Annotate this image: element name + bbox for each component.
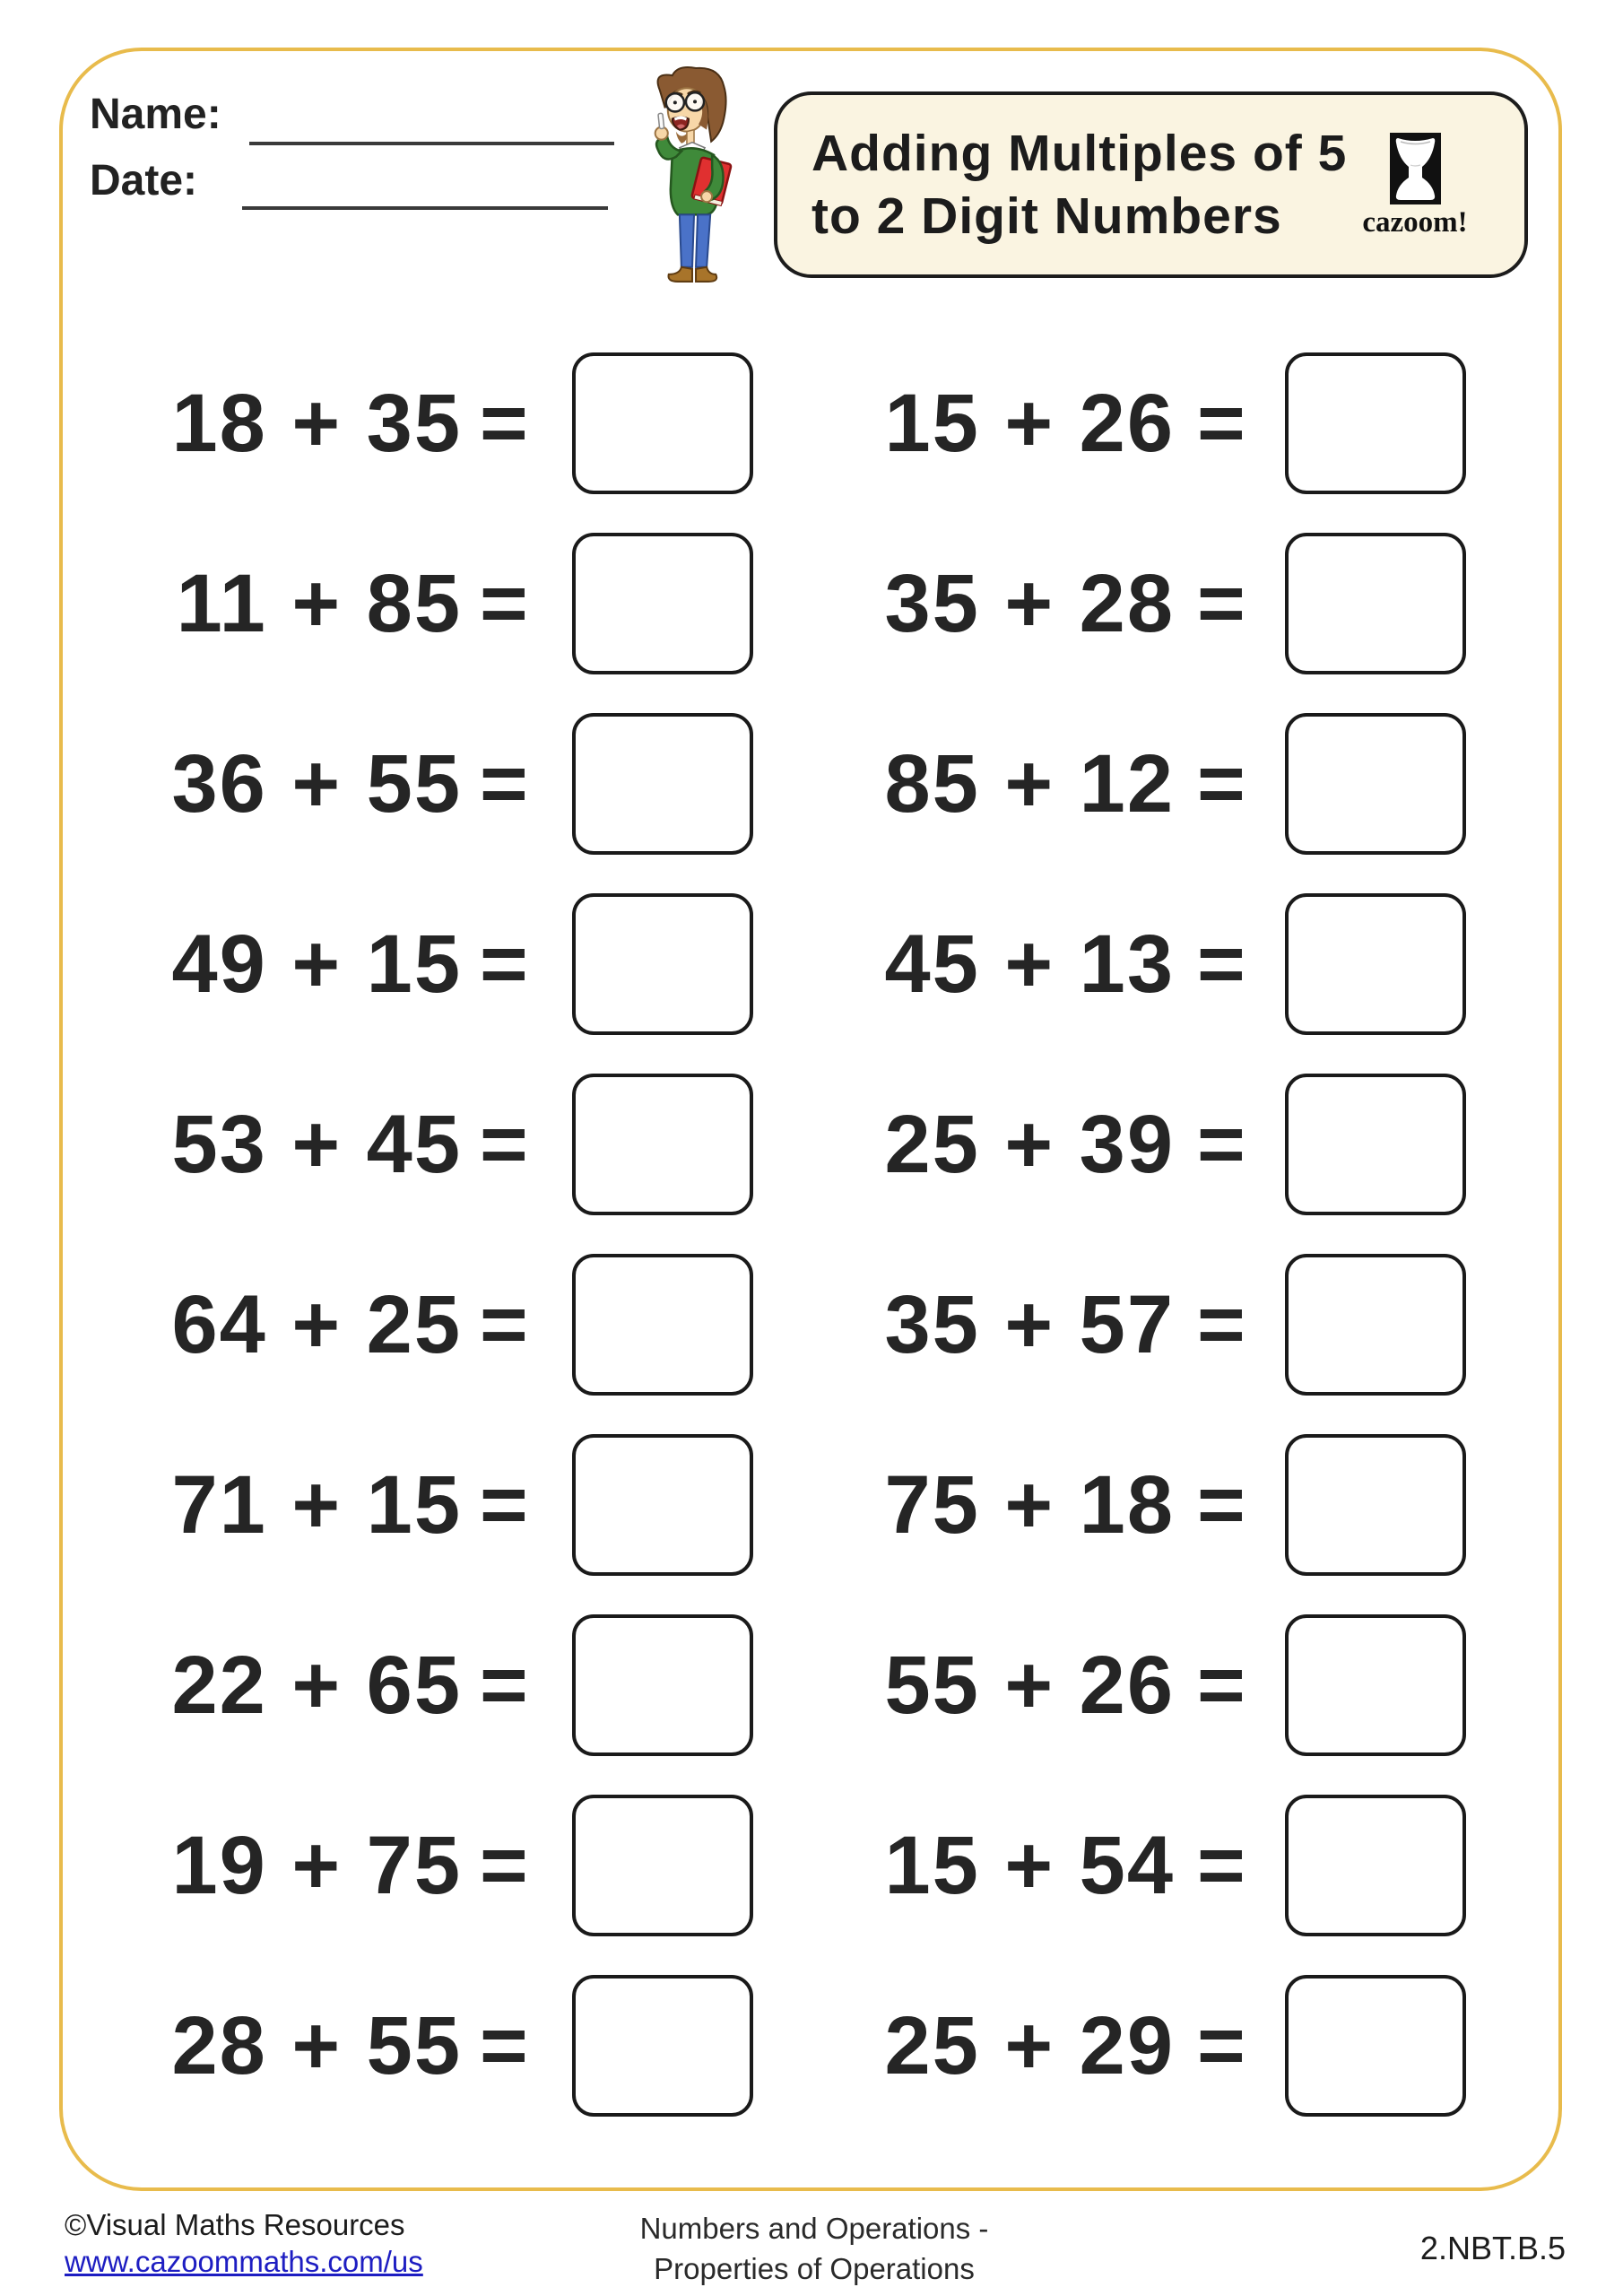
teacher-illustration — [640, 63, 744, 289]
answer-box[interactable] — [572, 1795, 753, 1936]
answer-box[interactable] — [572, 1434, 753, 1576]
answer-box[interactable] — [572, 893, 753, 1035]
problem-expression: 35 + 57 — [884, 1278, 1175, 1370]
copyright-text: ©Visual Maths Resources — [65, 2208, 405, 2241]
answer-box[interactable] — [572, 1614, 753, 1756]
problem-expression: 53 + 45 — [171, 1098, 462, 1190]
problem-expression: 19 + 75 — [171, 1819, 462, 1911]
problem-row — [0, 1434, 1623, 1576]
title-box — [774, 91, 1528, 278]
equals-sign: = — [1197, 1999, 1247, 2092]
date-input-line[interactable] — [242, 206, 608, 210]
equals-sign: = — [480, 1819, 530, 1911]
category-line1: Numbers and Operations - — [639, 2212, 989, 2245]
standard-code: 2.NBT.B.5 — [1419, 2230, 1566, 2266]
problem-expression: 55 + 26 — [884, 1639, 1175, 1731]
problem-row — [0, 1254, 1623, 1396]
problem-expression: 71 + 15 — [171, 1458, 462, 1551]
answer-box[interactable] — [1285, 713, 1466, 855]
problem-expression: 15 + 54 — [884, 1819, 1175, 1911]
equals-sign: = — [480, 1639, 530, 1731]
answer-box[interactable] — [572, 1074, 753, 1215]
date-label: Date: — [90, 157, 198, 204]
answer-box[interactable] — [572, 533, 753, 674]
answer-box[interactable] — [1285, 1254, 1466, 1396]
equals-sign: = — [1197, 1458, 1247, 1551]
equals-sign: = — [480, 918, 530, 1010]
problem-expression: 45 + 13 — [884, 918, 1175, 1010]
category-line2: Properties of Operations — [654, 2252, 975, 2285]
problem-row — [0, 352, 1623, 494]
drum-icon — [1390, 133, 1441, 204]
answer-box[interactable] — [572, 713, 753, 855]
equals-sign: = — [480, 377, 530, 469]
answer-box[interactable] — [1285, 533, 1466, 674]
problem-row — [0, 533, 1623, 674]
equals-sign: = — [1197, 377, 1247, 469]
equals-sign: = — [1197, 918, 1247, 1010]
problem-expression: 25 + 29 — [884, 1999, 1175, 2092]
equals-sign: = — [480, 1458, 530, 1551]
answer-box[interactable] — [1285, 1074, 1466, 1215]
logo-text: cazoom! — [1362, 206, 1468, 239]
problem-expression: 28 + 55 — [171, 1999, 462, 2092]
cazoom-logo — [1352, 133, 1478, 239]
answer-box[interactable] — [1285, 893, 1466, 1035]
page-title-line2: to 2 Digit Numbers — [812, 187, 1282, 245]
website-link[interactable]: www.cazoommaths.com/us — [65, 2245, 423, 2278]
problem-expression: 11 + 85 — [176, 557, 462, 649]
equals-sign: = — [480, 737, 530, 830]
problem-row — [0, 1795, 1623, 1936]
problem-expression: 35 + 28 — [884, 557, 1175, 649]
equals-sign: = — [1197, 737, 1247, 830]
problem-row — [0, 893, 1623, 1035]
answer-box[interactable] — [1285, 352, 1466, 494]
problem-row — [0, 1975, 1623, 2117]
equals-sign: = — [1197, 1639, 1247, 1731]
answer-box[interactable] — [572, 1254, 753, 1396]
equals-sign: = — [1197, 1098, 1247, 1190]
answer-box[interactable] — [1285, 1434, 1466, 1576]
problem-expression: 15 + 26 — [884, 377, 1175, 469]
name-input-line[interactable] — [249, 142, 614, 145]
problem-expression: 18 + 35 — [171, 377, 462, 469]
name-label: Name: — [90, 91, 221, 138]
problem-expression: 22 + 65 — [171, 1639, 462, 1731]
footer-left — [65, 2208, 423, 2278]
answer-box[interactable] — [572, 352, 753, 494]
problem-expression: 75 + 18 — [884, 1458, 1175, 1551]
problem-row — [0, 713, 1623, 855]
problem-expression: 85 + 12 — [884, 737, 1175, 830]
problem-row — [0, 1074, 1623, 1215]
footer-category — [538, 2208, 1090, 2289]
problem-row — [0, 1614, 1623, 1756]
answer-box[interactable] — [1285, 1614, 1466, 1756]
equals-sign: = — [1197, 1819, 1247, 1911]
problem-expression: 49 + 15 — [171, 918, 462, 1010]
answer-box[interactable] — [1285, 1795, 1466, 1936]
equals-sign: = — [480, 1999, 530, 2092]
answer-box[interactable] — [1285, 1975, 1466, 2117]
page-title-line1: Adding Multiples of 5 — [812, 125, 1348, 182]
problem-expression: 25 + 39 — [884, 1098, 1175, 1190]
teacher-cartoon-icon — [640, 63, 744, 289]
problem-expression: 64 + 25 — [171, 1278, 462, 1370]
problem-expression: 36 + 55 — [171, 737, 462, 830]
equals-sign: = — [480, 1098, 530, 1190]
equals-sign: = — [480, 1278, 530, 1370]
equals-sign: = — [1197, 1278, 1247, 1370]
page-title — [812, 122, 1347, 248]
equals-sign: = — [1197, 557, 1247, 649]
equals-sign: = — [480, 557, 530, 649]
answer-box[interactable] — [572, 1975, 753, 2117]
